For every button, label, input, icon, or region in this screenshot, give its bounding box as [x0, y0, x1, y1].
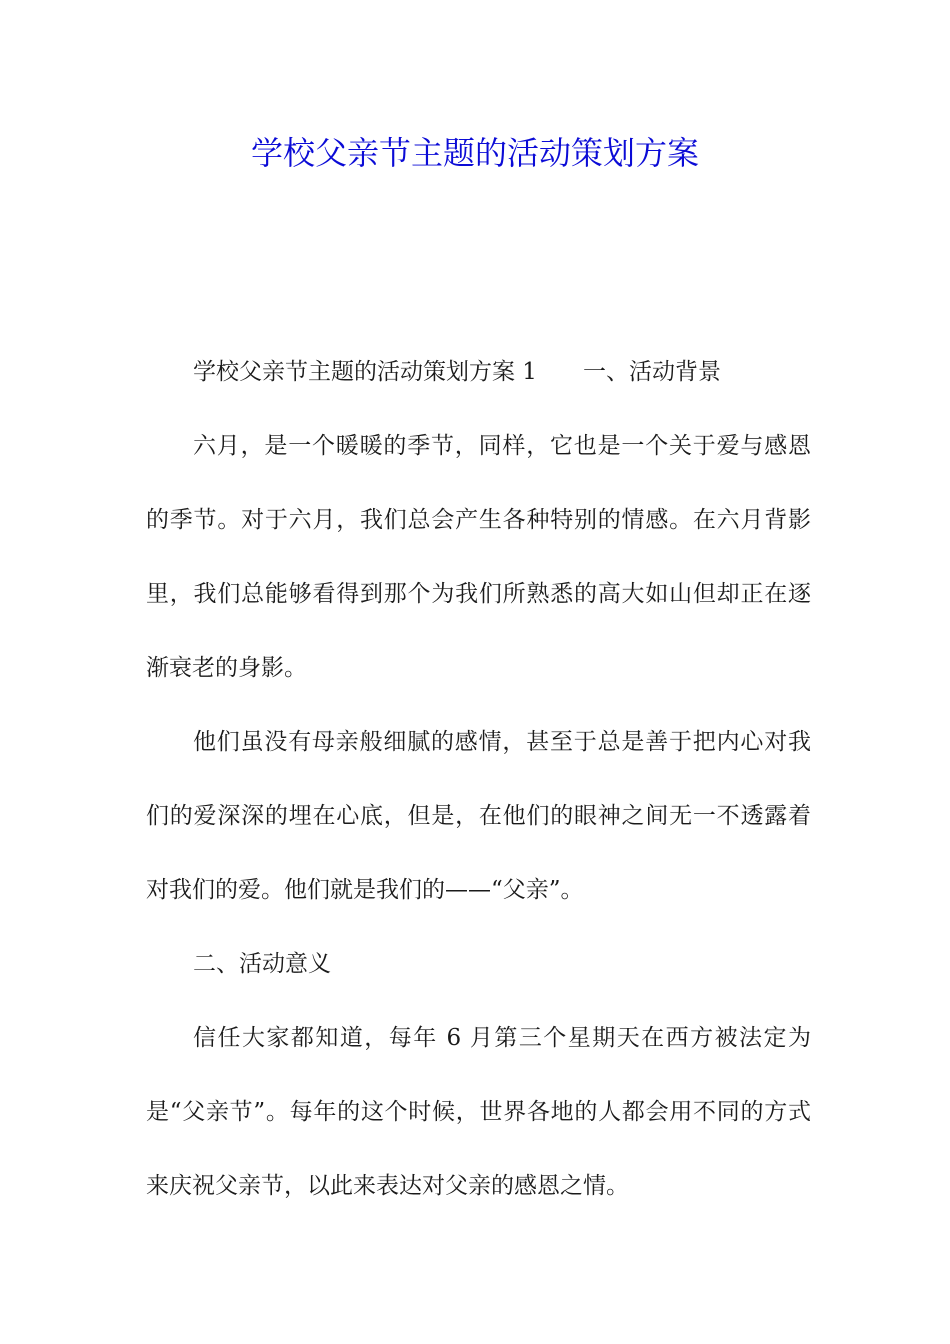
document-title: 学校父亲节主题的活动策划方案	[250, 134, 699, 172]
document-body	[146, 335, 811, 1223]
paragraph-significance: 信任大家都知道，每年 6 月第三个星期天在西方被法定为是“父亲节”。每年的这个时候，世界各地的人都会用不同的方式来庆祝父亲节，以此来表达对父亲的感恩之情。	[146, 1025, 811, 1199]
heading-line	[146, 335, 811, 409]
plan-heading: 学校父亲节主题的活动策划方案 1	[193, 359, 537, 385]
section-heading-background: 一、活动背景	[582, 359, 721, 385]
paragraph-fathers: 他们虽没有母亲般细腻的感情，甚至于总是善于把内心对我们的爱深深的埋在心底，但是，在他们的眼神之间无一不透露着对我们的爱。他们就是我们的——“父亲”。	[146, 729, 811, 903]
section-heading-significance: 二、活动意义	[193, 951, 331, 977]
paragraph-background: 六月，是一个暖暖的季节，同样，它也是一个关于爱与感恩的季节。对于六月，我们总会产生各种特别的情感。在六月背影里，我们总能够看得到那个为我们所熟悉的高大如山但却正在逐渐衰老的身影。	[146, 433, 811, 681]
